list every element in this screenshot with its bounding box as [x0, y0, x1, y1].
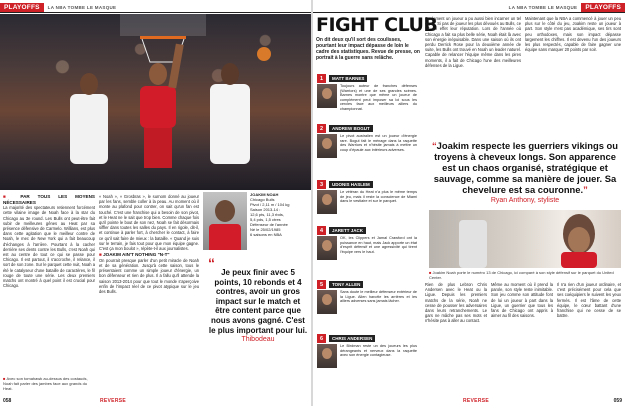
item-text: Le vétéran du Heat n'a plus le même temps de jeu, mais il reste la conscience de Miami dans le vestiaire et sur le parquet. — [340, 190, 417, 204]
quote-open-icon: “ — [431, 140, 437, 151]
page-number-right: 059 — [613, 398, 622, 404]
fight-club-item — [317, 226, 417, 260]
rim-icon — [140, 36, 186, 39]
section-subtitle: LA NBA TOMBE LE MASQUE — [47, 5, 117, 10]
player-head-icon — [149, 63, 167, 85]
column-bottom-2-text: Même au moment où il prend la parole, son style reste inimitable. Son jeu comme son attitude font de lui un joueur à part dans la Ligue, un guerrier que tous les fans de Chicago ont appris à aimer au fil des saisons. — [491, 282, 553, 319]
subhead-2-text: JOAKIM AIN'T NOTHING "N-T" — [103, 252, 170, 258]
face-icon — [568, 227, 590, 253]
item-text: Le pivot australien est un joueur d'énergie rare. Bogut fait le ménage dans la raquette des Warriors et n'hésite jamais à mettre un coup d'épaule aux intérieurs adverses. — [340, 134, 417, 152]
player-thumbnail — [317, 190, 337, 214]
left-header — [0, 3, 120, 12]
header-rule — [0, 12, 312, 13]
item-name: ANDREW BOGUT — [329, 125, 373, 132]
factbox-name: JOAKIM NOAH — [250, 192, 279, 197]
item-number: 5 — [317, 280, 326, 289]
item-number: 4 — [317, 226, 326, 235]
column-mid — [425, 16, 521, 134]
player-thumbnail — [317, 344, 337, 368]
magazine-logo-right: REVERSE — [463, 398, 489, 404]
feature-quote-text: Joakim respecte les guerriers vikings ou troyens à cheveux longs. Son apparence est un chaos organisé, stratégique et sauvage, comme sa manière de jouer. Sa chevelure est sa couronne. — [433, 140, 619, 195]
fight-club-item — [317, 124, 417, 158]
player-arm-icon — [168, 44, 184, 89]
backboard-icon — [120, 14, 206, 36]
player-thumbnail — [317, 134, 337, 158]
section-tag: PLAYOFFS — [0, 3, 44, 12]
pull-quote-text: Je peux finir avec 5 points, 10 rebonds et 4 contres, avoir un gros impact sur le match et être content parce que nous avons gagné. C'est le plus important pour lui. — [208, 268, 308, 335]
quote-open-icon: “ — [208, 255, 215, 271]
fight-club-title: FIGHT CLUB — [316, 14, 438, 36]
right-page — [313, 0, 625, 406]
dunk-illustration — [0, 14, 312, 190]
item-name: UDONIS HASLEM — [329, 181, 373, 188]
item-name: JARETT JACK — [329, 227, 366, 234]
photo-caption-text: Avec son tomahawk au-dessus des costauds, Noah fait parler des jambes face aux grands du Heat. — [3, 376, 88, 391]
column-right-text: Maintenant que la NBA a commencé à jouer un peu plus sur le côté du jeu, Joakim reste un joueur à part. Son style n'est pas académique, ses tirs sont peu orthodoxes, mais son impact dépasse largement les chiffres. Il est devenu l'un des joueurs les plus respectés, capable de faire gagner une équipe sans marquer 20 points par soir. — [525, 16, 621, 53]
item-name: CHRIS ANDERSEN — [329, 335, 375, 342]
section-subtitle: LA NBA TOMBE LE MASQUE — [508, 5, 578, 10]
fight-club-item — [317, 334, 417, 368]
column-1 — [3, 194, 95, 372]
item-number: 3 — [317, 180, 326, 189]
page-number-left: 058 — [3, 398, 12, 404]
column-1-text: La majorité des spectateurs retiennent forcément cette vilaine image de Noah face à la star du Chicago au 3e round. Les Bulls ont peut-être fait subir de meilleures gênes au Heat par sa présence défensive de Carmelo. Willians, est plus dans cette agitation que le meilleur contre de Noah, le mec de New York qui a fait beaucoup d'échanges à l'arrière. Pourtant à la cacher derrière ses dents contre les Bulls, c'est Noah qui est au centre de tout ce qui se passe pour Chicago. Il est partout, il s'accroche, il relance, il sort de son zone. Sur le parquet cette nuit, Noah a été le catalyseur d'une bataille de caractères, le fil rouge de toute une série. Les deux premiers matchs ont montré à quel point il est crucial pour Chicago. — [3, 205, 95, 289]
column-bottom-1 — [425, 282, 487, 392]
factbox-line: 12,6 pts, 11,3 rbds, — [250, 212, 284, 217]
subhead-1: ■ PAR TOUS LES MOYENS NÉCESSAIRES — [3, 194, 95, 205]
feature-quote-attribution: Ryan Anthony, styliste — [490, 197, 560, 204]
item-text: Sans doute le meilleur défenseur extérieur de la Ligue. Allen harcèle les arrières et les ailiers adverses sans jamais lâcher. — [340, 290, 417, 304]
item-text: OK, les Clippers et Jamal Crawford ont la puissance en haut, mais Jack apporte un état d'esprit défensif et une agressivité qui tirent l'équipe vers le haut. — [340, 236, 417, 254]
magazine-logo-left: REVERSE — [100, 398, 126, 404]
quote-close-icon: ” — [583, 184, 588, 195]
fight-club-item — [317, 280, 417, 314]
item-name: MATT BARNES — [329, 75, 367, 82]
item-number: 6 — [317, 334, 326, 343]
background-player-icon — [459, 220, 487, 268]
column-bottom-1-text: Rien de plus Lebron Chris Andersen avec le Heat ou la Ligue. Depuis les premiers matchs de la série, Noah ne cesse de pousser les adversaires dans leurs retranchements. Le gars ne mâche pas ses mots et n'hésite pas à aller au contact. — [425, 282, 487, 324]
left-page — [0, 0, 312, 406]
portrait-photo — [429, 210, 621, 268]
factbox — [203, 192, 309, 252]
item-text: Le Birdman reste un des joueurs les plus dérangeants et nerveux dans la raquette avec son énergie contagieuse. — [340, 344, 417, 358]
factbox-photo — [203, 192, 247, 250]
dunk-photo — [0, 14, 312, 190]
factbox-line: 6 saisons en NBA — [250, 232, 282, 237]
portrait-illustration — [429, 210, 621, 268]
factbox-line: Pivot / 2,11 m / 104 kg — [250, 202, 290, 207]
fight-club-item — [317, 180, 417, 214]
photo-caption: ■ Avec son tomahawk au-dessus des costauds, Noah fait parler des jambes face aux grands du Heat. — [3, 376, 88, 391]
column-bottom-3 — [557, 282, 621, 392]
subhead-1-text: PAR TOUS LES MOYENS NÉCESSAIRES — [3, 194, 95, 205]
jersey-icon — [561, 252, 597, 268]
player-thumbnail — [317, 290, 337, 314]
feature-quote — [429, 140, 621, 206]
ball-icon — [257, 47, 271, 61]
right-header — [505, 3, 625, 12]
pull-quote — [208, 255, 308, 344]
defender-jersey-icon — [70, 94, 108, 164]
section-tag: PLAYOFFS — [581, 3, 625, 12]
column-mid-text: Seulement un joueur a pu aussi bien incarner un tel esprit. Si pas de joueur les plus dévoués au Bulls, ce fut en effet leur réputation. Lors de l'année où Chicago a fait sa plus belle série, Noah était là avec son énergie inépuisable. Dans une saison où ils ont perdu Derrick Rose pour la deuxième année de suite, les Bulls ont trouvé en Noah un leader naturel. Capable de relancer l'équipe même dans les pires moments, il a fait de Chicago l'une des meilleures défenses de la Ligue. — [425, 16, 521, 68]
factbox-line: Chicago Bulls — [250, 197, 275, 202]
defender2-head-icon — [221, 63, 239, 85]
factbox-line: Défenseur de l'année — [250, 222, 288, 227]
item-name: TONY ALLEN — [329, 281, 363, 288]
player-thumbnail — [317, 236, 337, 260]
pull-quote-attribution: Thibodeau — [241, 336, 275, 344]
defender-head-icon — [80, 73, 98, 95]
header-rule — [313, 12, 625, 13]
item-text: Toujours auteur de franches défenses (Warriors) et une de ses grandes scènes. Barnes montre que même un joueur de complément peut imposer sa loi sous les cercles face aux meilleurs ailiers du championnat. — [340, 84, 417, 111]
portrait-caption-text: Joakim Noah porte le numéro 13 de Chicago, ici comparé à son style défensif sur le parquet du United Center. — [429, 270, 614, 280]
player-shorts-icon — [144, 128, 172, 168]
portrait-caption: ■ Joakim Noah porte le numéro 13 de Chicago, ici comparé à son style défensif sur le parquet du United Center. — [429, 270, 614, 280]
factbox-line: Saison 2013-14 : — [250, 207, 281, 212]
item-number: 2 — [317, 124, 326, 133]
column-2-text: « Noah », « Grosbras », le surnom donné au joueur par les fans, semble coller à la peau. Au moment où il monte au plafond pour contrer, on sait qu'un fan est touché. C'est une franchise qui a besoin de son pivot, et le Heat ne le sait que trop bien. Comme chaque fois qu'il pointe le bout de son nez, Noah se fait désormais siffler dans toutes les salles du pays. Il en rigole, dit-il, et continue à parler fort, à chercher le contact, à faire ce qu'il sait faire de mieux : la bataille. « Quand je suis sur le terrain, je fais tout pour que mon équipe gagne. C'est ça mon boulot », répète-t-il aux journalistes. — [99, 194, 199, 252]
column-2 — [99, 194, 199, 394]
item-number: 1 — [317, 74, 326, 83]
player-thumbnail — [317, 84, 337, 108]
player-jersey-icon — [140, 86, 176, 128]
factbox-line: 5,4 pds, 1,5 ctres — [250, 217, 281, 222]
fight-club-intro: On dit deux qu'il sort des coulisses, pourtant leur impact dépasse de loin le cadre des statistiques. Revue de presse, on portrait à la guerre sans relâche. — [316, 37, 420, 61]
column-bottom-3-text: Il n'a rien d'un joueur ordinaire, et c'est précisément pour cela que ses coéquipiers le suivent les yeux fermés. Il est l'âme de cette équipe, le cœur battant d'une franchise qui ne cesse de se battre. — [557, 282, 621, 319]
subhead-2: ■ JOAKIM AIN'T NOTHING "N-T" — [99, 252, 170, 258]
defender2-jersey-icon — [210, 84, 250, 164]
column-3-text: On pourrait presque parler d'un petit miracle de Noah et de sa génération. Jusqu'à cette saison, tous le présentaient comme un simple joueur d'énergie, un bon défenseur et rien de plus. Il a fallu qu'il attende la saison 2013-2014 pour que tout le monde s'aperçoive enfin de l'impact réel de ce pivot atypique sur le jeu des Bulls. — [99, 257, 199, 295]
factbox-line: Né le 25/02/1985 — [250, 227, 281, 232]
fight-club-item — [317, 74, 417, 112]
column-bottom-2 — [491, 282, 553, 392]
column-right — [525, 16, 621, 134]
